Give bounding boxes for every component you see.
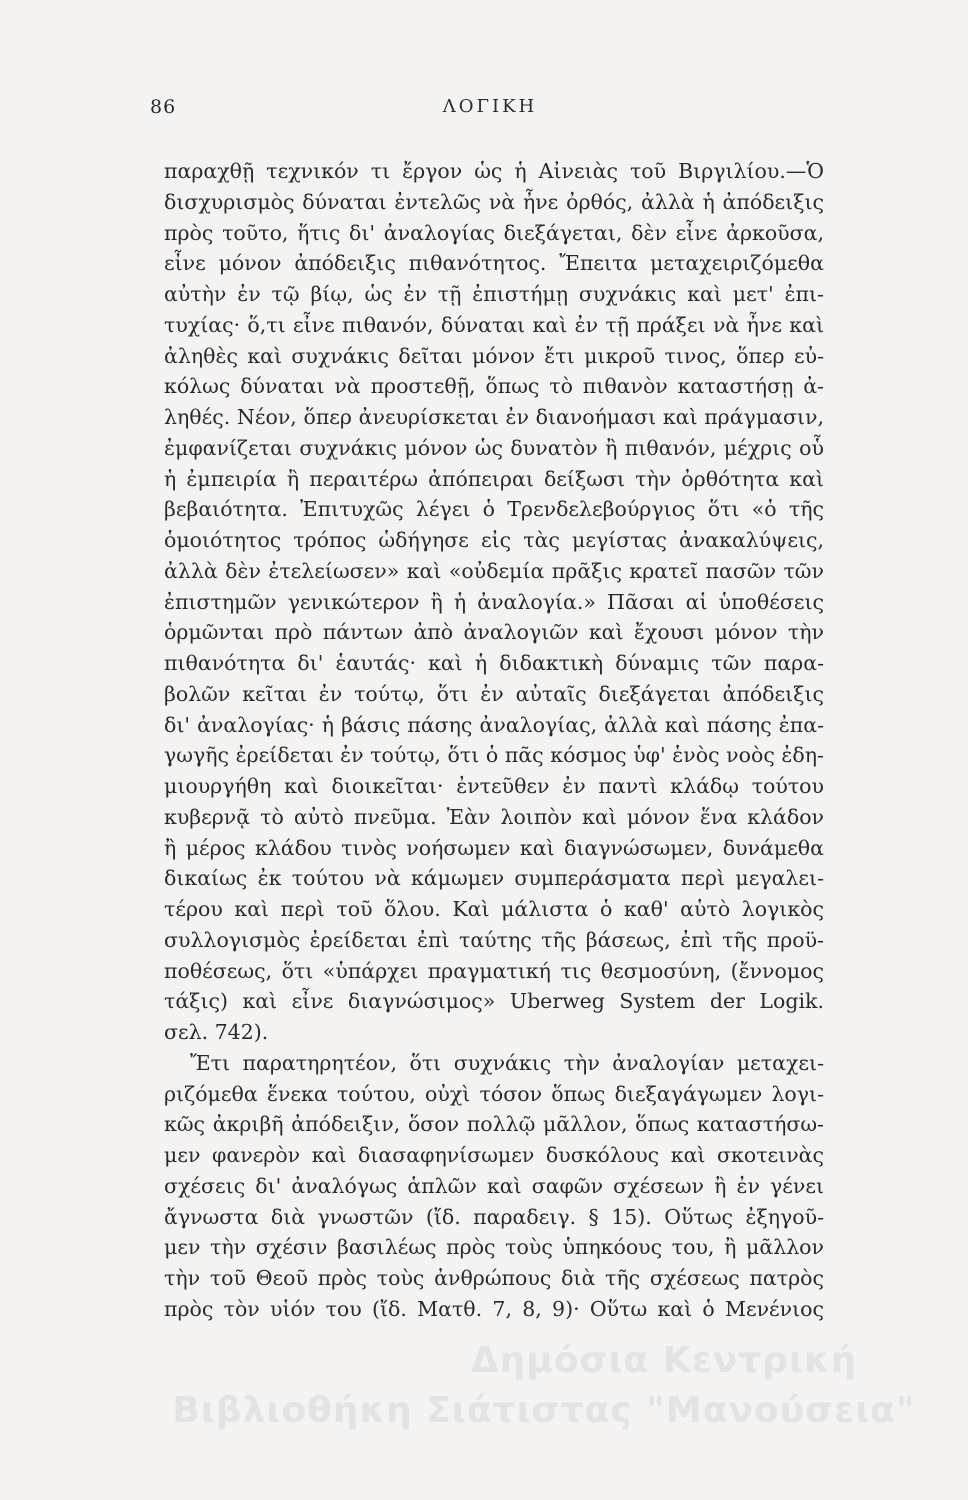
text-line: πρὸς τὸν υἱόν του (ἴδ. Ματθ. 7, 8, 9)· Οὕτω καὶ ὁ Μενένιος (164, 1296, 824, 1321)
text-line: δισχυρισμὸς δύναται ἐντελῶς νὰ ἦνε ὀρθός, ἀλλὰ ἡ ἀπόδειξις (164, 189, 824, 214)
text-line: ἄγνωστα διὰ γνωστῶν (ἴδ. παραδειγ. § 15). Οὕτως ἐξηγοῦ- (164, 1204, 824, 1229)
text-line: μεν τὴν σχέσιν βασιλέως πρὸς τοὺς ὑπηκόους του, ἢ μᾶλλον (164, 1235, 824, 1260)
text-line: ριζόμεθα ἕνεκα τούτου, οὐχὶ τόσον ὅπως διεξαγάγωμεν λογι- (164, 1081, 824, 1106)
text-line: κόλως δύναται νὰ προστεθῇ, ὅπως τὸ πιθανὸν καταστήσῃ ἀ- (164, 374, 824, 399)
text-line: τυχίας· ὅ,τι εἶνε πιθανόν, δύναται καὶ ἐν τῇ πράξει νὰ ἦνε καὶ (164, 312, 824, 337)
text-line: ἐπιστημῶν γενικώτερον ἢ ἡ ἀναλογία.» Πᾶσαι αἱ ὑποθέσεις (164, 589, 824, 614)
text-line: αὐτὴν ἐν τῷ βίῳ, ὡς ἐν τῇ ἐπιστήμῃ συχνάκις καὶ μετ' ἐπι- (164, 282, 824, 306)
text-line: μιουργήθη καὶ διοικεῖται· ἐντεῦθεν ἐν παντὶ κλάδῳ τούτου (164, 774, 824, 798)
text-line: σχέσεις δι' ἀναλόγως ἁπλῶν καὶ σαφῶν σχέσεων ἢ ἐν γένει (164, 1173, 824, 1198)
text-line: ὁμοιότητος τρόπος ὡδήγησε εἰς τὰς μεγίστας ἀνακαλύψεις, (164, 528, 824, 552)
text-line: γωγῆς ἐρείδεται ἐν τούτῳ, ὅτι ὁ πᾶς κόσμος ὑφ' ἑνὸς νοὸς ἐδη- (164, 743, 824, 768)
text-line: ἐμφανίζεται συχνάκις μόνον ὡς δυνατὸν ἢ πιθανόν, μέχρις οὗ (164, 435, 824, 460)
text-line: ἢ μέρος κλάδου τινὸς νοήσωμεν καὶ διαγνώσωμεν, δυνάμεθα (164, 835, 824, 860)
page-number: 86 (150, 96, 177, 118)
text-line: πρὸς τοῦτο, ἥτις δι' ἀναλογίας διεξάγεται, δὲν εἶνε ἀρκοῦσα, (164, 220, 824, 245)
text-line: Ἔτι παρατηρητέον, ὅτι συχνάκις τὴν ἀναλογίαν μεταχει- (190, 1050, 824, 1075)
text-line: κυβερνᾷ τὸ αὐτὸ πνεῦμα. Ἐὰν λοιπὸν καὶ μόνον ἕνα κλάδον (164, 804, 824, 829)
library-watermark-line-2: Βιβλιοθήκη Σιάτιστας "Μανούσεια" (172, 1390, 916, 1431)
text-line: δικαίως ἐκ τούτου νὰ κάμωμεν συμπεράσματα περὶ μεγαλει- (164, 866, 824, 891)
library-watermark-line-1: Δημόσια Κεντρική (470, 1340, 858, 1381)
text-line: ἀληθὲς καὶ συχνάκις δεῖται μόνον ἔτι μικροῦ τινος, ὅπερ εὐ- (164, 343, 824, 368)
text-line: βεβαιότητα. Ἐπιτυχῶς λέγει ὁ Τρενδελεβούργιος ὅτι «ὁ τῆς (164, 497, 824, 522)
text-line: τὴν τοῦ Θεοῦ πρὸς τοὺς ἀνθρώπους διὰ τῆς σχέσεως πατρὸς (164, 1266, 824, 1290)
text-line: τέρου καὶ περὶ τοῦ ὅλου. Καὶ μάλιστα ὁ καθ' αὑτὸ λογικὸς (164, 897, 824, 921)
text-line: πιθανότητα δι' ἑαυτάς· καὶ ἡ διδακτικὴ δύναμις τῶν παρα- (164, 651, 824, 675)
text-line: ἀλλὰ δὲν ἐτελείωσεν» καὶ «οὐδεμία πρᾶξις κρατεῖ πασῶν τῶν (164, 558, 824, 583)
running-title: ΛΟΓΙΚΗ (442, 96, 538, 117)
text-line: δι' ἀναλογίας· ἡ βάσις πάσης ἀναλογίας, ἀλλὰ καὶ πάσης ἐπα- (164, 712, 824, 737)
text-line: παραχθῇ τεχνικόν τι ἔργον ὡς ἡ Αἰνειὰς τοῦ Βιργιλίου.—Ὁ (164, 159, 824, 183)
body-text (164, 156, 824, 1325)
text-line: ληθές. Νέον, ὅπερ ἀνευρίσκεται ἐν διανοήμασι καὶ πράγμασιν, (164, 405, 824, 429)
text-line: σελ. 742). (164, 1020, 269, 1044)
page-header (150, 96, 830, 126)
text-line: συλλογισμὸς ἐρείδεται ἐπὶ ταύτης τῆς βάσεως, ἐπὶ τῆς προϋ- (164, 927, 824, 952)
text-line: τάξις) καὶ εἶνε διαγνώσιμος» Uberweg System der Logik. (164, 989, 824, 1014)
text-line: εἶνε μόνον ἀπόδειξις πιθανότητος. Ἔπειτα μεταχειριζόμεθα (164, 251, 824, 276)
text-line: μεν φανερὸν καὶ διασαφηνίσωμεν δυσκόλους καὶ σκοτεινὰς (164, 1143, 824, 1167)
text-line: κῶς ἀκριβῆ ἀπόδειξιν, ὅσον πολλῷ μᾶλλον, ὅπως καταστήσω- (164, 1112, 824, 1137)
text-line: βολῶν κεῖται ἐν τούτῳ, ὅτι ἐν αὐταῖς διεξάγεται ἀπόδειξις (164, 681, 824, 706)
text-line: ἡ ἐμπειρία ἢ περαιτέρω ἀπόπειραι δείξωσι τὴν ὀρθότητα καὶ (164, 466, 824, 491)
text-line: ὁρμῶνται πρὸ πάντων ἀπὸ ἀναλογιῶν καὶ ἔχουσι μόνον τὴν (164, 620, 824, 645)
text-line: ποθέσεως, ὅτι «ὑπάρχει πραγματική τις θεσμοσύνη, (ἔννομος (164, 958, 824, 983)
